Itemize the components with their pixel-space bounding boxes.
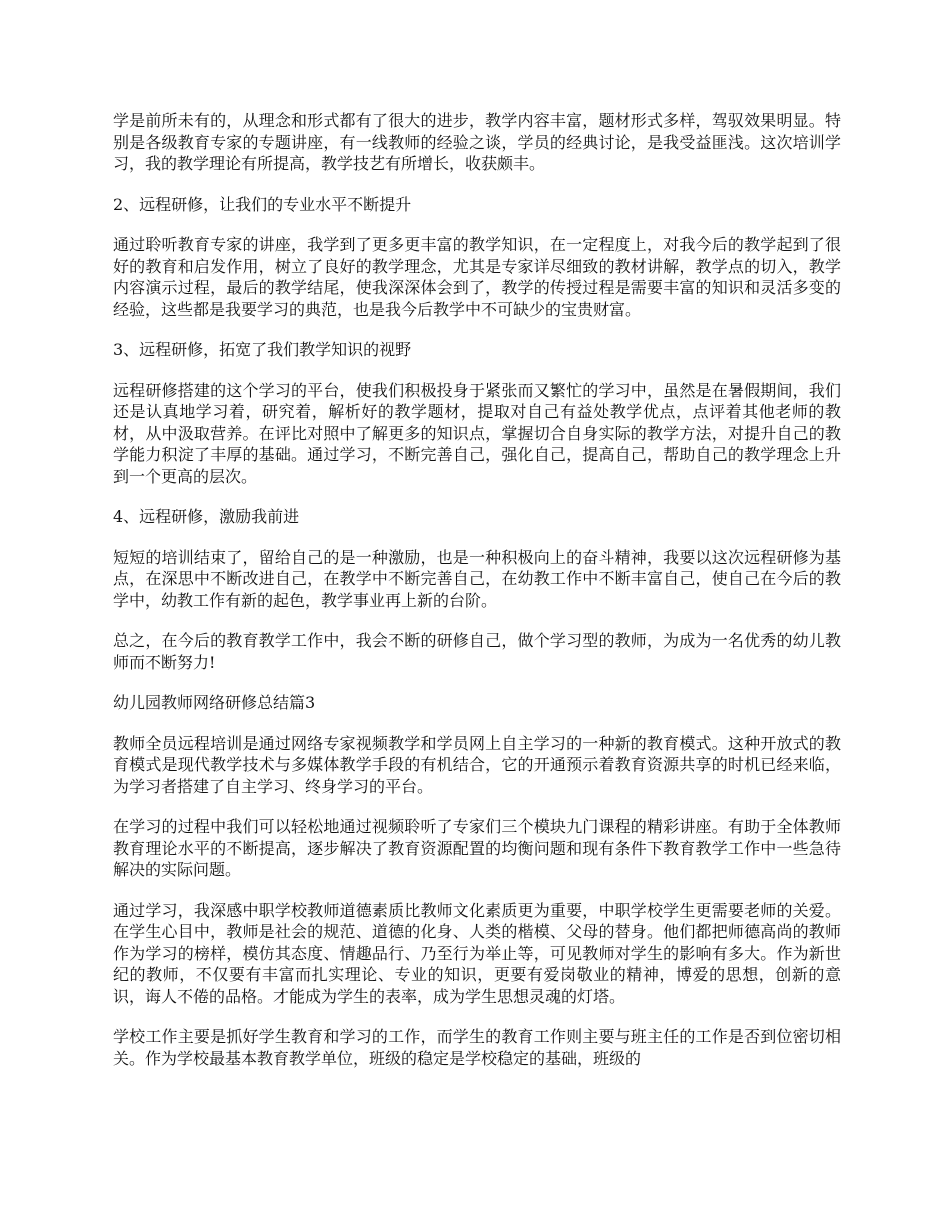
paragraph: 通过学习，我深感中职学校教师道德素质比教师文化素质更为重要，中职学校学生更需要老师的关爱。在学生心目中，教师是社会的规范、道德的化身、人类的楷模、父母的替身。他们都把师德高尚的教师作为学习的榜样，模仿其态度、情趣品行、乃至行为举止等，可见教师对学生的影响有多大。作为新世纪的教师，不仅要有丰富而扎实理论、专业的知识，更要有爱岗敬业的精神，博爱的思想，创新的意识，诲人不倦的品格。才能成为学生的表率，成为学生思想灵魂的灯塔。 (113, 900, 841, 1006)
paragraph: 教师全员远程培训是通过网络专家视频教学和学员网上自主学习的一种新的教育模式。这种开放式的教育模式是现代教学技术与多媒体教学手段的有机结合，它的开通预示着教育资源共享的时机已经来临，为学习者搭建了自主学习、终身学习的平台。 (113, 733, 841, 796)
paragraph: 短短的培训结束了，留给自己的是一种激励，也是一种积极向上的奋斗精神，我要以这次远程研修为基点，在深思中不断改进自己，在教学中不断完善自己，在幼教工作中不断丰富自己，使自己在今后的教学中，幼教工作有新的起色，教学事业再上新的台阶。 (113, 547, 841, 610)
section-heading: 4、远程研修，激励我前进 (113, 507, 300, 526)
paragraph: 通过聆听教育专家的讲座，我学到了更多更丰富的教学知识，在一定程度上，对我今后的教学起到了很好的教育和启发作用，树立了良好的教学理念，尤其是专家详尽细致的教材讲解，教学点的切入，教学内容演示过程，最后的教学结尾，使我深深体会到了，教学的传授过程是需要丰富的知识和灵活多变的经验，这些都是我要学习的典范，也是我今后教学中不可缺少的宝贵财富。 (113, 235, 841, 319)
paragraph: 总之，在今后的教育教学工作中，我会不断的研修自己，做个学习型的教师，为成为一名优秀的幼儿教师而不断努力! (113, 631, 841, 672)
paragraph: 学校工作主要是抓好学生教育和学习的工作，而学生的教育工作则主要与班主任的工作是否到位密切相关。作为学校最基本教育教学单位，班级的稳定是学校稳定的基础，班级的 (113, 1027, 841, 1068)
document-page (113, 110, 841, 1088)
paragraph: 远程研修搭建的这个学习的平台，使我们积极投身于紧张而又繁忙的学习中，虽然是在暑假期间，我们还是认真地学习着，研究着，解析好的教学题材，提取对自己有益处教学优点，点评着其他老师的教材，从中汲取营养。在评比对照中了解更多的知识点，掌握切合自身实际的教学方法，对提升自己的教学能力积淀了丰厚的基础。通过学习，不断完善自己，强化自己，提高自己，帮助自己的教学理念上升到一个更高的层次。 (113, 380, 841, 486)
article-title: 幼儿园教师网络研修总结篇3 (113, 693, 316, 712)
paragraph: 在学习的过程中我们可以轻松地通过视频聆听了专家们三个模块九门课程的精彩讲座。有助于全体教师教育理论水平的不断提高，逐步解决了教育资源配置的均衡问题和现有条件下教育教学工作中一些急待解决的实际问题。 (113, 817, 841, 879)
paragraph: 学是前所未有的，从理念和形式都有了很大的进步，教学内容丰富，题材形式多样，驾驭效果明显。特别是各级教育专家的专题讲座，有一线教师的经验之谈，学员的经典讨论，是我受益匪浅。这次培训学习，我的教学理论有所提高，教学技艺有所增长，收获颇丰。 (113, 111, 841, 173)
section-heading: 2、远程研修，让我们的专业水平不断提升 (113, 194, 412, 214)
section-heading: 3、远程研修，拓宽了我们教学知识的视野 (113, 340, 412, 359)
